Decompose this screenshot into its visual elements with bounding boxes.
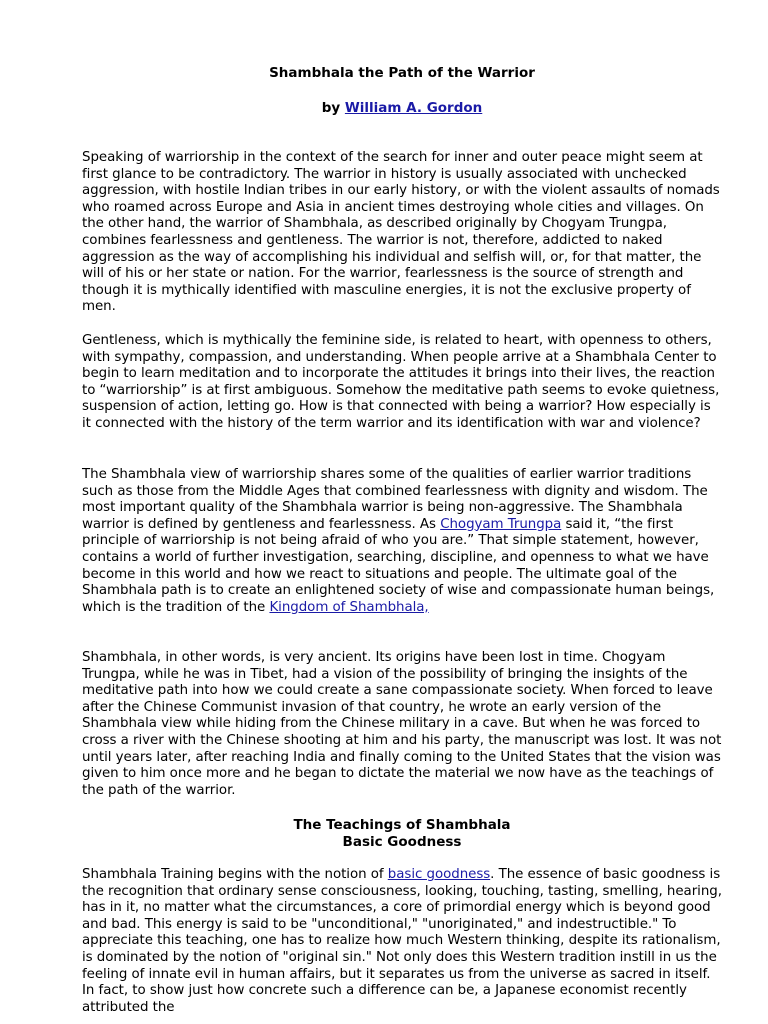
- byline: [82, 99, 722, 117]
- section-title: The Teachings of Shambhala: [293, 817, 511, 833]
- paragraph-gentleness: Gentleness, which is mythically the feminine side, is related to heart, with openness to others, with sympathy, compassion, and understanding. When people arrive at a Shambhala Center to begin to learn meditation and to incorporate the attitudes it brings into their lives, the reaction to “warriorship” is at first ambiguous. Somehow the meditative path seems to evoke quietness, suspension of action, letting go. How is that connected with being a warrior? How especially is it connected with the history of the term warrior and its identification with war and violence?: [82, 333, 720, 431]
- kingdom-of-shambhala-link[interactable]: Kingdom of Shambhala,: [269, 599, 429, 615]
- basic-goodness-link[interactable]: basic goodness: [387, 867, 491, 882]
- paragraph-text: Shambhala Training begins with the notion of: [82, 867, 388, 882]
- author-link[interactable]: William A. Gordon: [344, 100, 483, 116]
- paragraph-text: The Shambhala view of warriorship shares some of the qualities of earlier warrior traditions such as those from the Middle Ages that combined fearlessness with dignity and wisdom. The most important quality of the Shambhala warrior is being non-aggressive. The Shambhala warrior is defined by gentleness and fearlessness. As: [82, 467, 708, 532]
- paragraph-text: . The essence of basic goodness is the recognition that ordinary sense consciousness, looking, touching, tasting, smelling, hearing, has in it, no matter what the circumstances, a core of primordial energy which is beyond good and bad. This energy is said to be "unconditional," "unoriginated," and indestructible." To appreciate this teaching, one has to realize how much Western thinking, despite its rationalism, is dominated by the notion of "original sin." Not only does this Western tradition instill in us the feeling of innate evil in human affairs, but it separates us from the universe as sacred in itself. In fact, to show just how concrete such a difference can be, a Japanese economist recently attributed the: [82, 867, 722, 1015]
- section-heading: [82, 817, 722, 850]
- byline-prefix: by: [321, 100, 345, 116]
- paragraph-intro: Speaking of warriorship in the context of the search for inner and outer peace might seem at first glance to be contradictory. The warrior in history is usually associated with unchecked aggression, with hostile Indian tribes in our early history, or with the violent assaults of nomads who roamed across Europe and Asia in ancient times destroying whole cities and villages. On the other hand, the warrior of Shambhala, as described originally by Chogyam Trungpa, combines fearlessness and gentleness. The warrior is not, therefore, addicted to naked aggression as the way of accomplishing his individual and selfish will, or, for that matter, the will of his or her state or nation. For the warrior, fearlessness is the source of strength and though it is mythically identified with masculine energies, it is not the exclusive property of men.: [82, 150, 720, 315]
- section-subtitle: Basic Goodness: [342, 833, 462, 850]
- paragraph-ancient-origins: Shambhala, in other words, is very ancient. Its origins have been lost in time. Chogyam Trungpa, while he was in Tibet, had a vision of the possibility of bringing the insights of the meditative path into how we could create a sane compassionate society. When forced to leave after the Chinese Communist invasion of that country, he wrote an early version of the Shambhala view while hiding from the Chinese military in a cave. But when he was forced to cross a river with the Chinese shooting at him and his party, the manuscript was lost. It was not until years later, after reaching India and finally coming to the United States that the vision was given to him once more and he began to dictate the material we now have as the teachings of the path of the warrior.: [82, 650, 722, 798]
- paragraph-basic-goodness: [82, 867, 722, 1016]
- document-title: Shambhala the Path of the Warrior: [269, 65, 535, 81]
- chogyam-trungpa-link[interactable]: Chogyam Trungpa: [440, 516, 562, 532]
- paragraph-text: said it, “the first principle of warriorship is not being afraid of who you are.” That simple statement, however, contains a world of further investigation, searching, discipline, and openness to what we have become in this world and how we react to situations and people. The ultimate goal of the Shambhala path is to create an enlightened society of wise and compassionate human beings, which is the tradition of the: [82, 516, 715, 615]
- paragraph-shambhala-view: [82, 467, 722, 616]
